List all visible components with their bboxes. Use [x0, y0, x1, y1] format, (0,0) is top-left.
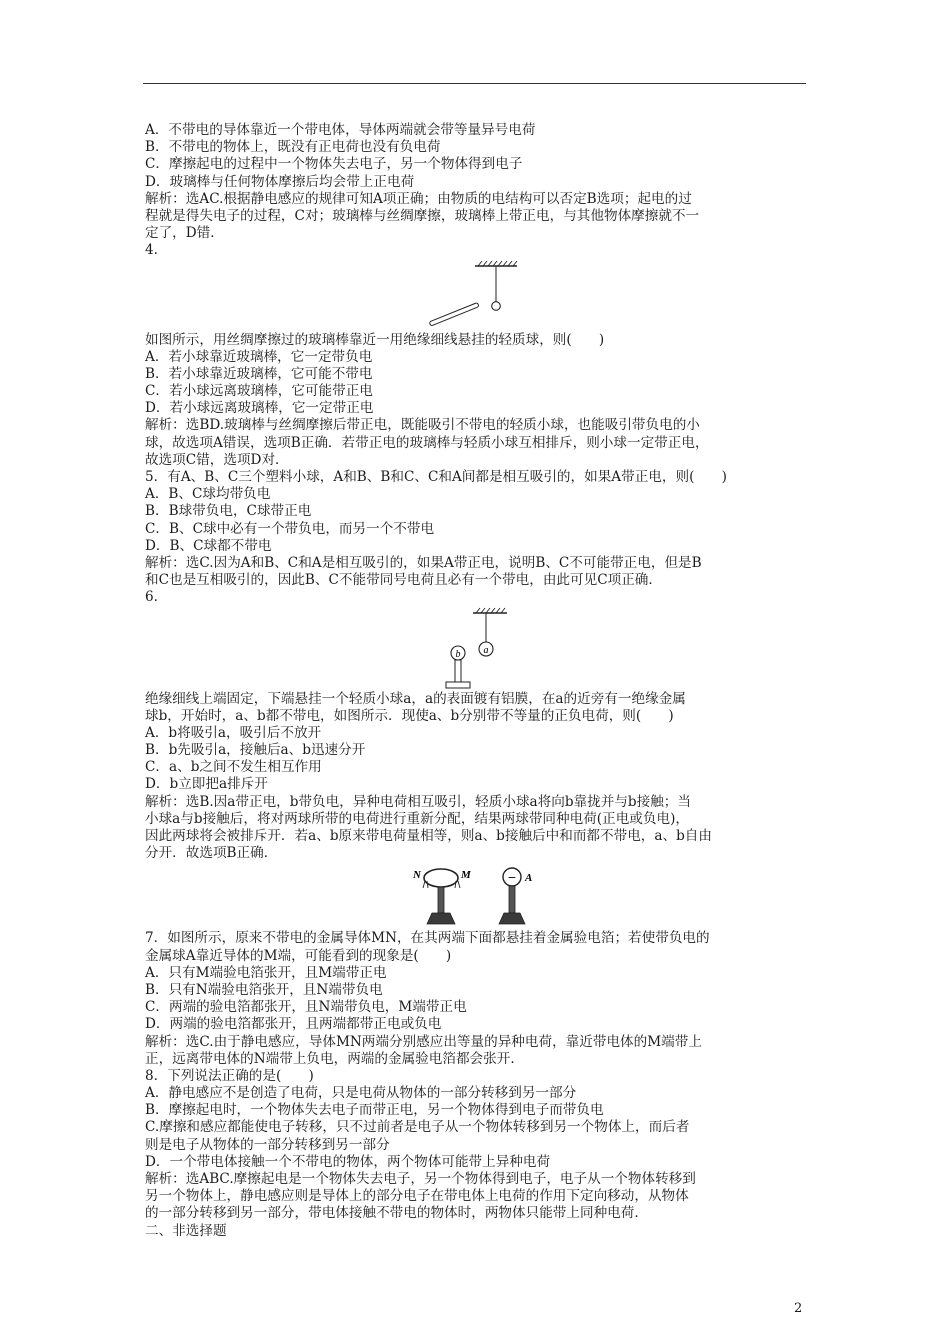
q3-option-d: D．玻璃棒与任何物体摩擦后均会带上正电荷	[145, 173, 415, 190]
q8-option-d: D．一个带电体接触一个不带电的物体，两个物体可能带上异种电荷	[145, 1153, 551, 1170]
q3-analysis-line: 解析：选AC.根据静电感应的规律可知A项正确；由物质的电结构可以否定B选项；起电的过	[145, 190, 692, 207]
q7-analysis-line: 正，远离带电体的N端带上负电，两端的金属验电箔都会张开.	[145, 1050, 515, 1067]
q8-analysis-line: 的一部分转移到另一部分，带电体接触不带电的物体时，两物体只能带上同种电荷．	[145, 1205, 648, 1222]
section-heading: 二、非选择题	[145, 1222, 227, 1239]
q7-stem-line: 7．如图所示，原来不带电的金属导体MN，在其两端下面都悬挂着金属验电箔；若使带负电的	[145, 930, 710, 947]
q6-analysis-line: 因此两球将会被排斥开．若a、b原来带电荷量相等，则a、b接触后中和而都不带电，a、b自由	[145, 828, 712, 844]
q4-analysis-line: 解析：选BD.玻璃棒与丝绸摩擦后带正电，既能吸引不带电的轻质小球，也能吸引带负电的小	[145, 417, 700, 434]
label-a: A	[525, 872, 533, 885]
q5-stem: 5．有A、B、C三个塑料小球，A和B、B和C、C和A间都是相互吸引的，如果A带正电，则( )	[145, 469, 727, 485]
minus-sign: −	[507, 871, 517, 885]
document-body	[145, 122, 813, 1240]
label-n: N	[413, 869, 421, 882]
q3-analysis-line: 定了，D错．	[145, 225, 224, 242]
page-number: 2	[794, 1301, 803, 1316]
q6-number: 6.	[145, 589, 158, 606]
q6-figure	[145, 607, 813, 691]
q7-option-b: B．只有N端验电箔张开，且N端带负电	[145, 981, 383, 998]
q4-stem: 如图所示，用丝绸摩擦过的玻璃棒靠近一用绝缘细线悬挂的轻质球，则( )	[145, 331, 605, 348]
q4-option-a: A．若小球靠近玻璃棒，它一定带负电	[145, 348, 373, 365]
q8-option-c-cont: 则是电子从物体的一部分转移到另一部分	[145, 1136, 390, 1153]
q6-option-b: B．b先吸引a，接触后a、b迅速分开	[145, 742, 366, 759]
q5-option-d: D．B、C球都不带电	[145, 537, 272, 554]
q8-option-c: C.摩擦和感应都能使电子转移，只不过前者是电子从一个物体转移到另一个物体上，而后者	[145, 1119, 690, 1136]
q4-figure	[145, 260, 813, 332]
q6-stem-line: 绝缘细线上端固定，下端悬挂一个轻质小球a，a的表面镀有铝膜，在a的近旁有一绝缘金属	[145, 690, 686, 707]
q8-stem: 8．下列说法正确的是( )	[145, 1067, 314, 1084]
header-rule	[143, 83, 806, 84]
suspended-ball-diagram	[145, 607, 813, 691]
q3-option-b: B．不带电的物体上，既没有正电荷也没有负电荷	[145, 139, 441, 156]
q7-figure	[145, 862, 813, 930]
q4-option-b: B．若小球靠近玻璃棒，它可能不带电	[145, 365, 373, 382]
q4-option-d: D．若小球远离玻璃棒，它一定带正电	[145, 400, 374, 417]
q5-analysis-line: 解析：选C.因为A和B、C和A是相互吸引的，如果A带正电，说明B、C不可能带正电，但是B	[145, 554, 702, 571]
q3-option-c: C．摩擦起电的过程中一个物体失去电子，另一个物体得到电子	[145, 156, 523, 173]
q7-option-a: A．只有M端验电箔张开，且M端带正电	[145, 964, 387, 981]
q6-analysis-line: 分开．故选项B正确．	[145, 845, 278, 862]
q6-analysis-line: 解析：选B.因a带正电，b带负电，异种电荷相互吸引，轻质小球a将向b靠拢并与b接触；当	[145, 793, 691, 810]
q5-analysis-line: 和C也是互相吸引的，因此B、C不能带同号电荷且必有一个带电，由此可见C项正确．	[145, 572, 662, 589]
q6-stem-line: 球b，开始时，a、b都不带电，如图所示．现使a、b分别带不等量的正负电荷，则( )	[145, 707, 674, 724]
glass-rod-pendulum-diagram	[145, 260, 813, 332]
q8-option-a: A．静电感应不是创造了电荷，只是电荷从物体的一部分转移到另一部分	[145, 1085, 577, 1102]
q3-analysis-line: 程就是得失电子的过程，C对；玻璃棒与丝绸摩擦，玻璃棒上带正电，与其他物体摩擦就不一	[145, 207, 700, 224]
q6-option-c: C．a、b之间不发生相互作用	[145, 759, 322, 776]
q7-option-c: C．两端的验电箔都张开，且N端带负电，M端带正电	[145, 999, 467, 1016]
q4-analysis-line: 球，故选项A错误，选项B正确．若带正电的玻璃棒与轻质小球互相排斥，则小球一定带正电，	[145, 434, 709, 451]
q6-option-a: A．b将吸引a，吸引后不放开	[145, 724, 322, 741]
q7-option-d: D．两端的验电箔都张开，且两端都带正电或负电	[145, 1016, 442, 1033]
label-m: M	[461, 869, 471, 882]
q3-option-a: A．不带电的导体靠近一个带电体，导体两端就会带等量异号电荷	[145, 122, 536, 138]
q8-analysis-line: 另一个物体上，静电感应则是导体上的部分电子在带电体上电荷的作用下定向移动，从物体	[145, 1188, 689, 1205]
ball-b-label: b	[455, 648, 461, 660]
q8-option-b: B．摩擦起电时，一个物体失去电子而带正电，另一个物体得到电子而带负电	[145, 1102, 604, 1119]
q7-analysis-line: 解析：选C.由于静电感应，导体MN两端分别感应出等量的异种电荷，靠近带电体的M端带上	[145, 1033, 702, 1050]
q4-analysis-line: 故选项C错，选项D对．	[145, 451, 289, 468]
q6-analysis-line: 小球a与b接触后，将对两球所带的电荷进行重新分配，结果两球带同种电荷(正电或负电)，	[145, 810, 689, 827]
q5-option-c: C．B、C球中必有一个带负电，而另一个不带电	[145, 520, 435, 537]
q6-option-d: D．b立即把a排斥开	[145, 776, 268, 793]
q8-analysis-line: 解析：选ABC.摩擦起电是一个物体失去电子，另一个物体得到电子，电子从一个物体转移到	[145, 1171, 696, 1187]
q4-number: 4.	[145, 242, 158, 259]
q7-stem-line: 金属球A靠近导体的M端，可能看到的现象是( )	[145, 947, 452, 964]
conductor-mn-diagram	[145, 862, 813, 930]
ball-a-label: a	[483, 644, 489, 656]
q5-option-b: B．B球带负电，C球带正电	[145, 503, 312, 520]
q5-option-a: A．B、C球均带负电	[145, 486, 271, 503]
q4-option-c: C．若小球远离玻璃棒，它可能带正电	[145, 383, 373, 400]
